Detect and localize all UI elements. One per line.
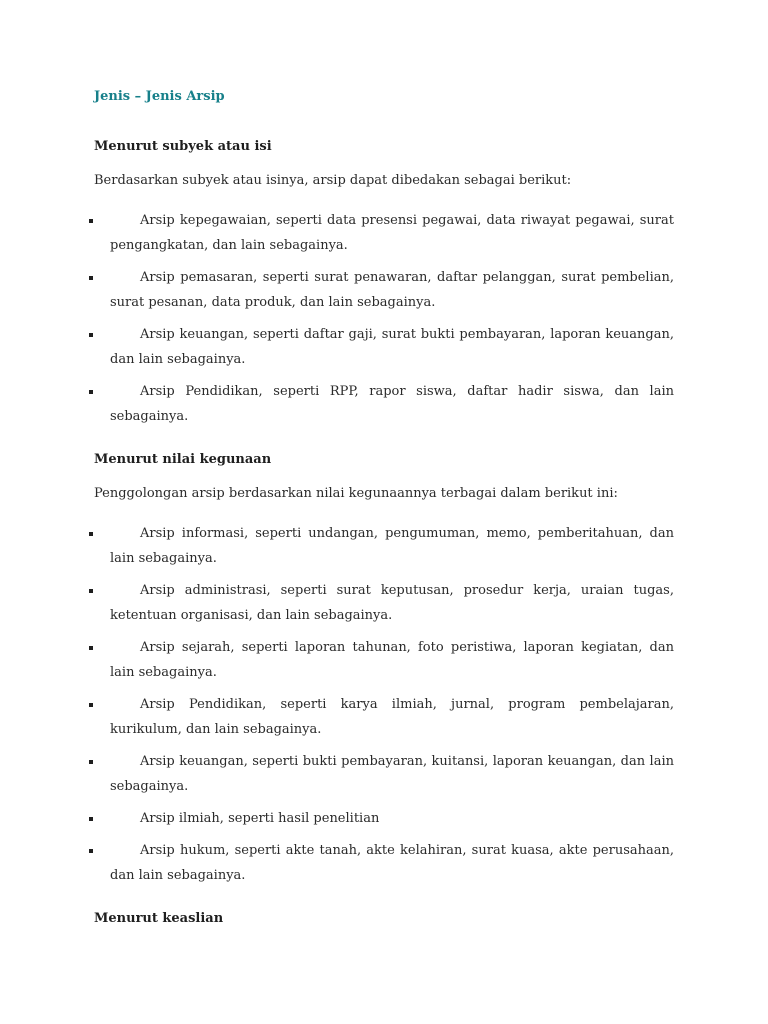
list-item: Arsip pemasaran, seperti surat penawaran, daftar pelanggan, surat pembelian, surat pesanan, data produk, dan lain sebagainya. (94, 265, 674, 315)
bullet-list (94, 521, 674, 888)
list-item: Arsip Pendidikan, seperti karya ilmiah, jurnal, program pembelajaran, kurikulum, dan lain sebagainya. (94, 692, 674, 742)
section-heading: Menurut keaslian (94, 911, 224, 926)
section-usefulness (94, 449, 674, 888)
section-intro: Penggolongan arsip berdasarkan nilai kegunaannya terbagai dalam berikut ini: (94, 486, 618, 501)
section-authenticity (94, 908, 674, 930)
square-bullet-icon (89, 817, 93, 821)
square-bullet-icon (89, 849, 93, 853)
list-item: Arsip ilmiah, seperti hasil penelitian (94, 806, 674, 831)
section-subject (94, 136, 674, 429)
list-item: Arsip keuangan, seperti bukti pembayaran, kuitansi, laporan keuangan, dan lain sebagainya. (94, 749, 674, 799)
list-item: Arsip sejarah, seperti laporan tahunan, foto peristiwa, laporan kegiatan, dan lain sebagainya. (94, 635, 674, 685)
section-intro: Berdasarkan subyek atau isinya, arsip dapat dibedakan sebagai berikut: (94, 173, 572, 188)
square-bullet-icon (89, 333, 93, 337)
section-heading: Menurut subyek atau isi (94, 139, 272, 154)
square-bullet-icon (89, 276, 93, 280)
section-heading: Menurut nilai kegunaan (94, 452, 272, 467)
square-bullet-icon (89, 703, 93, 707)
bullet-list (94, 208, 674, 429)
square-bullet-icon (89, 532, 93, 536)
list-item: Arsip Pendidikan, seperti RPP, rapor siswa, daftar hadir siswa, dan lain sebagainya. (94, 379, 674, 429)
square-bullet-icon (89, 589, 93, 593)
list-item: Arsip informasi, seperti undangan, pengumuman, memo, pemberitahuan, dan lain sebagainya. (94, 521, 674, 571)
list-item: Arsip hukum, seperti akte tanah, akte kelahiran, surat kuasa, akte perusahaan, dan lain sebagainya. (94, 838, 674, 888)
square-bullet-icon (89, 390, 93, 394)
square-bullet-icon (89, 646, 93, 650)
list-item: Arsip keuangan, seperti daftar gaji, surat bukti pembayaran, laporan keuangan, dan lain sebagainya. (94, 322, 674, 372)
document-title: Jenis – Jenis Arsip (94, 89, 225, 104)
list-item: Arsip kepegawaian, seperti data presensi pegawai, data riwayat pegawai, surat pengangkatan, dan lain sebagainya. (94, 208, 674, 258)
list-item: Arsip administrasi, seperti surat keputusan, prosedur kerja, uraian tugas, ketentuan organisasi, dan lain sebagainya. (94, 578, 674, 628)
square-bullet-icon (89, 760, 93, 764)
square-bullet-icon (89, 219, 93, 223)
